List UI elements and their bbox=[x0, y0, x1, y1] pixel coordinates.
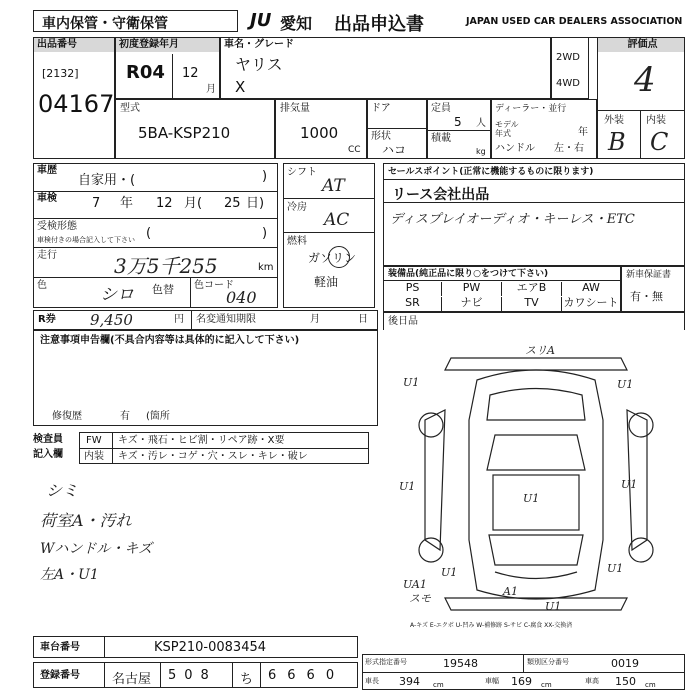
repair-value: 有 bbox=[120, 411, 130, 422]
exterior-score: B bbox=[608, 128, 626, 156]
dealer-box bbox=[491, 99, 597, 159]
equipment-box bbox=[383, 266, 621, 312]
car-damage-diagram bbox=[385, 340, 685, 620]
color-code-label: 色コード bbox=[194, 280, 234, 291]
drive-2wd: 2WD bbox=[556, 52, 580, 63]
mark-7: U1 bbox=[607, 562, 624, 575]
mark-10: スモ bbox=[409, 592, 431, 605]
equipment-item: AW bbox=[582, 281, 600, 294]
org-name: 愛知 bbox=[280, 14, 313, 33]
tax-month: 月 bbox=[310, 314, 320, 325]
drive-4wd: 4WD bbox=[556, 78, 580, 89]
handle-label: ハンドル bbox=[495, 143, 535, 154]
equipment-item: PS bbox=[384, 282, 442, 296]
car-name: ヤリス bbox=[235, 55, 283, 74]
tax-label: 名変通知期限 bbox=[196, 314, 256, 325]
receipt-close: ) bbox=[262, 226, 268, 241]
chassis-value: KSP210-0083454 bbox=[154, 640, 267, 655]
model-label: 型式 bbox=[120, 103, 140, 114]
score-box bbox=[597, 37, 685, 159]
shape-value: ハコ bbox=[382, 143, 407, 157]
width-label: 車幅 bbox=[485, 677, 499, 685]
length-value: 394 bbox=[399, 675, 420, 688]
color-label: 色 bbox=[37, 280, 47, 291]
height-value: 150 bbox=[615, 675, 636, 688]
mark-2: U1 bbox=[617, 378, 634, 391]
rear-window bbox=[489, 535, 583, 565]
score-value: 4 bbox=[634, 60, 656, 100]
front-bumper bbox=[445, 358, 627, 370]
registration-month-suffix: 月 bbox=[206, 84, 216, 95]
interior-score: C bbox=[650, 128, 669, 156]
notes-label: 注意事項申告欄(不具合内容等は具体的に記入して下さい) bbox=[40, 335, 300, 346]
class-label: 類別区分番号 bbox=[527, 658, 569, 666]
chassis-label: 車台番号 bbox=[40, 642, 80, 653]
capacity-value: 5 bbox=[454, 115, 462, 129]
plate-label: 登録番号 bbox=[40, 670, 80, 681]
equipment-item: TV bbox=[502, 297, 562, 311]
mileage-value: 3万5千255 bbox=[114, 254, 218, 278]
score-label: 評価点 bbox=[598, 38, 684, 52]
lot-box bbox=[33, 37, 115, 159]
aircon-label: 冷房 bbox=[287, 202, 307, 213]
dealer-label: ディーラー・並行 bbox=[495, 104, 567, 114]
history-block bbox=[33, 163, 278, 308]
inspection-year: 7 bbox=[92, 196, 101, 211]
model-year-label: モデル年式 bbox=[495, 120, 519, 138]
equipment-item: エアB bbox=[502, 282, 562, 296]
mark-4: U1 bbox=[523, 492, 540, 505]
capacity-label: 定員 bbox=[431, 103, 451, 114]
repair-label: 修復歴 bbox=[52, 411, 82, 422]
receipt-open: ( bbox=[146, 226, 152, 241]
inspector-row1: キズ・飛石・ヒビ割・リペア跡・X要 bbox=[118, 435, 285, 446]
chassis-row bbox=[33, 636, 358, 658]
fuel-gasoline: ガソリン bbox=[308, 251, 357, 265]
plate-area: 名古屋 bbox=[112, 672, 152, 687]
doors-label: ドア bbox=[371, 103, 391, 114]
model-value: 5BA-KSP210 bbox=[138, 124, 231, 142]
load-label: 積載 bbox=[431, 133, 451, 144]
load-unit: kg bbox=[476, 147, 486, 156]
fuel-label: 燃料 bbox=[287, 236, 307, 247]
length-unit: cm bbox=[433, 681, 444, 689]
hood bbox=[487, 389, 585, 421]
tax-day: 日 bbox=[358, 314, 368, 325]
lot-number: 04167 bbox=[38, 90, 115, 118]
equipment-grid bbox=[384, 281, 620, 311]
repair-bracket: (箇所 bbox=[146, 411, 170, 422]
recycle-unit: 円 bbox=[174, 314, 184, 325]
doors-box bbox=[367, 99, 427, 159]
interior-label: 内装 bbox=[646, 115, 666, 126]
mileage-label: 走行 bbox=[37, 250, 57, 261]
shift-value: AT bbox=[322, 176, 345, 196]
selling-points-box bbox=[383, 163, 685, 266]
registration-box bbox=[115, 37, 220, 99]
fuel-circle bbox=[328, 246, 350, 268]
mark-8: U1 bbox=[545, 600, 562, 613]
height-label: 車高 bbox=[585, 677, 599, 685]
trunk bbox=[495, 572, 577, 579]
rear-bumper bbox=[445, 598, 627, 610]
history-label: 車歴 bbox=[34, 164, 67, 178]
recycle-row bbox=[33, 310, 378, 330]
inspector-label-2: 記入欄 bbox=[33, 449, 63, 460]
mark-1: U1 bbox=[403, 376, 420, 389]
mark-5: U1 bbox=[621, 478, 638, 491]
displacement-label: 排気量 bbox=[280, 103, 310, 114]
later-label: 後日品 bbox=[388, 316, 418, 327]
ju-logo: JU bbox=[250, 10, 272, 31]
height-unit: cm bbox=[645, 681, 656, 689]
car-box bbox=[220, 37, 551, 99]
model-year-unit: 年 bbox=[578, 127, 588, 138]
width-unit: cm bbox=[541, 681, 552, 689]
receipt-label: 受検形態 bbox=[37, 221, 77, 232]
equipment-item: PW bbox=[442, 282, 502, 296]
specs-box bbox=[362, 654, 685, 690]
handwritten-note-2: 荷室A・汚れ bbox=[40, 511, 132, 530]
receipt-sub: 車検付きの場合記入して下さい bbox=[37, 236, 135, 244]
notes-box bbox=[33, 330, 378, 426]
registration-year: R04 bbox=[126, 62, 165, 83]
equipment-label: 装備品(純正品に限り○をつけて下さい) bbox=[388, 269, 549, 279]
width-value: 169 bbox=[511, 675, 532, 688]
handle-options: 左・右 bbox=[554, 143, 584, 154]
association-name: JAPAN USED CAR DEALERS ASSOCIATION bbox=[466, 16, 683, 27]
history-value: 自家用・( bbox=[78, 173, 136, 188]
selling-points-detail: ディスプレイオーディオ・キーレス・ETC bbox=[390, 212, 635, 227]
damage-legend: A-キズ E-エクボ U-凹み W-補修跡 S-サビ C-腐食 XX-交換済 bbox=[410, 622, 573, 629]
fuel-diesel: 軽油 bbox=[314, 275, 339, 289]
lot-label: 出品番号 bbox=[34, 38, 114, 52]
color-change-label: 色替 bbox=[152, 283, 174, 296]
drive-box bbox=[551, 37, 589, 99]
storage-title-box bbox=[33, 10, 238, 32]
car-grade: X bbox=[235, 78, 246, 96]
handwritten-note-4: 左A・U1 bbox=[40, 567, 99, 583]
inspector-row1-head: FW bbox=[86, 435, 102, 446]
inspection-label: 車検 bbox=[34, 192, 67, 206]
windshield bbox=[487, 435, 585, 470]
warranty-box bbox=[621, 266, 685, 312]
length-label: 車長 bbox=[365, 677, 379, 685]
warranty-label: 新車保証書 bbox=[626, 270, 672, 280]
mark-front: スリA bbox=[525, 344, 555, 357]
shift-label: シフト bbox=[287, 167, 317, 178]
selling-points-headline: リース会社出品 bbox=[392, 187, 490, 203]
inspector-row2-head: 内装 bbox=[84, 451, 104, 462]
model-box bbox=[115, 99, 275, 159]
type-label: 形式指定番号 bbox=[365, 658, 407, 666]
aircon-value: AC bbox=[324, 210, 350, 230]
later-box bbox=[383, 312, 685, 330]
inspector-row2: キズ・汚レ・コゲ・穴・スレ・キレ・破レ bbox=[118, 451, 308, 462]
capacity-box bbox=[427, 99, 491, 159]
color-code-value: 040 bbox=[226, 288, 257, 307]
form-title: 出品申込書 bbox=[334, 14, 424, 35]
selling-points-label: セールスポイント(正常に機能するものに限ります) bbox=[388, 167, 594, 177]
registration-label: 初度登録年月 bbox=[116, 38, 219, 52]
color-value: シロ bbox=[100, 285, 134, 305]
displacement-value: 1000 bbox=[300, 124, 339, 142]
handwritten-note-1: シミ bbox=[46, 481, 79, 500]
shape-label: 形状 bbox=[371, 131, 391, 142]
warranty-value: 有・無 bbox=[630, 290, 663, 303]
mark-3: U1 bbox=[399, 480, 416, 493]
capacity-unit: 人 bbox=[476, 118, 486, 129]
inspection-d: 日) bbox=[246, 196, 265, 211]
plate-class: 508 bbox=[168, 668, 217, 683]
history-close: ) bbox=[262, 169, 268, 184]
mark-9: UA1 bbox=[403, 578, 427, 591]
car-label: 車名・グレード bbox=[221, 38, 321, 52]
class-value: 0019 bbox=[611, 657, 639, 670]
displacement-box bbox=[275, 99, 367, 159]
equipment-item: ナビ bbox=[442, 297, 502, 311]
mark-11: A1 bbox=[503, 585, 518, 598]
type-value: 19548 bbox=[443, 657, 478, 670]
plate-row bbox=[33, 662, 358, 688]
lot-bracket: [2132] bbox=[42, 67, 79, 80]
inspection-month: 12 bbox=[156, 196, 173, 211]
mark-6: U1 bbox=[441, 566, 458, 579]
equipment-item: カワシート bbox=[563, 296, 619, 309]
inspection-m: 月( bbox=[184, 196, 203, 211]
storage-title: 車内保管・守衛保管 bbox=[42, 16, 168, 32]
drivetrain-block bbox=[283, 163, 375, 308]
exterior-label: 外装 bbox=[604, 115, 624, 126]
handwritten-note-3: Wハンドル・キズ bbox=[40, 541, 153, 557]
equipment-item: SR bbox=[384, 297, 442, 311]
mileage-unit: km bbox=[258, 262, 274, 273]
inspection-y: 年 bbox=[120, 196, 134, 211]
inspector-label-1: 検査員 bbox=[33, 434, 63, 445]
inspection-day: 25 bbox=[224, 196, 241, 211]
recycle-label: R券 bbox=[38, 314, 56, 325]
registration-month: 12 bbox=[182, 66, 199, 81]
recycle-value: 9,450 bbox=[90, 311, 133, 329]
plate-number: 6660 bbox=[268, 668, 346, 683]
displacement-unit: CC bbox=[348, 145, 361, 155]
plate-kana: ち bbox=[240, 672, 254, 687]
